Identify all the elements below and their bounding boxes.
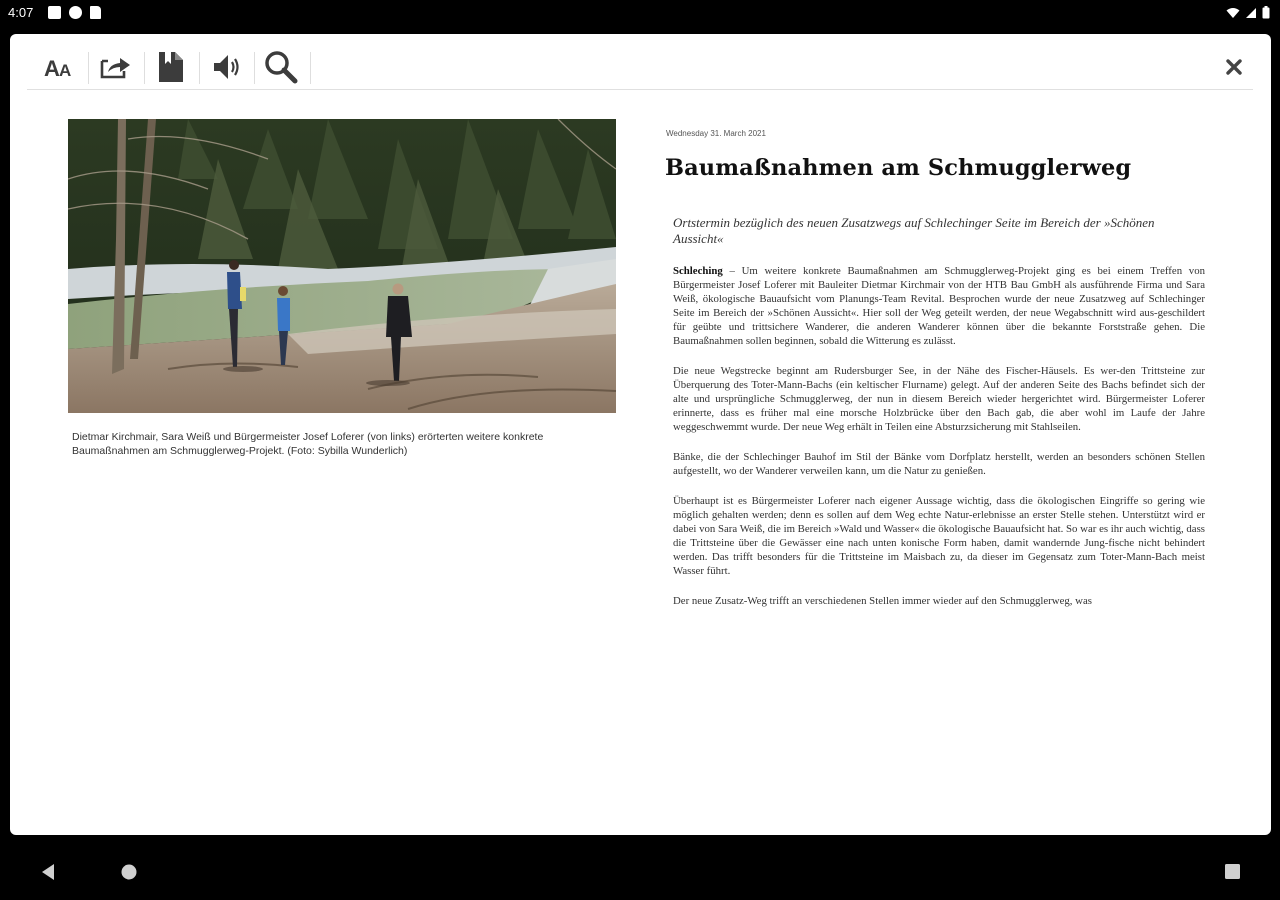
svg-text:A: A bbox=[44, 56, 60, 80]
photo-caption: Dietmar Kirchmair, Sara Weiß und Bürgermeister Josef Loferer (von links) erörterten weitere konkrete Baumaßnahmen am Schmugglerweg-Projekt. (Foto: Sybilla Wunderlich) bbox=[72, 431, 544, 457]
article-paragraph: Die neue Wegstrecke beginnt am Rudersburger See, in der Nähe des Fischer-Häusels. Es wer-den Trittsteine zur Überquerung des Toter-Mann-Bachs (ein keltischer Flurname) gelegt. Auf der anderen Seite des Bachs befindet sich der alte und ursprüngliche Schmugglerweg, der nun in diesem Bereich wieder hergerichtet wird. Bürgermeister Loferer erinnerte, dass es früher mal eine morsche Holzbrücke über den Bach gab, die aber wohl im Laufe der Jahre weggeschwemmt wurde. Der neue Weg erhält in Teilen eine Absturzsicherung mit Stahlseilen. bbox=[673, 365, 1205, 433]
article-paragraph: Der neue Zusatz-Weg trifft an verschiedenen Stellen immer wieder auf den Schmugglerweg, was bbox=[673, 595, 1092, 607]
home-icon[interactable] bbox=[120, 863, 138, 886]
article-content bbox=[665, 129, 1210, 624]
status-left-icons bbox=[48, 6, 101, 19]
battery-icon bbox=[1262, 6, 1270, 19]
notification-icon bbox=[48, 6, 61, 19]
article-toolbar bbox=[27, 44, 1253, 90]
back-icon[interactable] bbox=[40, 863, 56, 886]
status-time: 4:07 bbox=[8, 5, 34, 20]
bookmark-icon[interactable] bbox=[148, 48, 194, 86]
svg-text:A: A bbox=[59, 61, 72, 80]
recents-icon[interactable] bbox=[1224, 863, 1241, 885]
article-dialog bbox=[10, 34, 1271, 835]
signal-icon bbox=[1245, 7, 1257, 19]
article-photo bbox=[68, 119, 616, 413]
article-body bbox=[673, 264, 1205, 608]
close-icon[interactable] bbox=[1219, 52, 1249, 82]
wifi-icon bbox=[1226, 7, 1240, 19]
status-right-icons bbox=[1226, 6, 1270, 19]
status-bar bbox=[0, 0, 1280, 26]
article-paragraph: Bänke, die der Schlechinger Bauhof im Stil der Bänke vom Dorfplatz herstellt, werden an besonders schönen Stellen aufgestellt, wo der Wanderer verweilen kann, um die Natur zu genießen. bbox=[673, 451, 1205, 477]
article-paragraph: Überhaupt ist es Bürgermeister Loferer nach eigener Aussage wichtig, dass die ökologischen Eingriffe so gering wie möglich gehalten werden; denn es sollen auf dem Weg echte Natur-erlebnisse an erster Stelle stehen. Unterstützt wird er dabei von Sara Weiß, die im Bereich »Wald und Wasser« die ökologische Bauaufsicht hat. So war es ihr auch wichtig, dass die Trittsteine über die Gewässer eine nach unten konische Form haben, damit wandernde Jung-fische nicht behindert werden. Das trifft besonders für die Trittsteine im Maisbach zu, da dieser im Gegensatz zum Toter-Mann-Bach meist Wasser führt. bbox=[673, 495, 1205, 577]
article-date: Wednesday 31. March 2021 bbox=[666, 129, 766, 138]
toolbar-divider bbox=[144, 52, 145, 84]
sd-card-icon bbox=[90, 6, 101, 19]
article-dateline: Schleching bbox=[673, 265, 723, 277]
article-lead: Ortstermin bezüglich des neuen Zusatzwegs auf Schlechinger Seite im Bereich der »Schönen Aussicht« bbox=[673, 215, 1155, 246]
text-size-icon[interactable] bbox=[37, 48, 83, 86]
toolbar-divider bbox=[88, 52, 89, 84]
article-headline: Baumaßnahmen am Schmugglerweg bbox=[665, 155, 1132, 181]
toolbar-divider bbox=[199, 52, 200, 84]
media-icon bbox=[69, 6, 82, 19]
toolbar-divider bbox=[310, 52, 311, 84]
share-icon[interactable] bbox=[93, 48, 139, 86]
system-nav-bar bbox=[0, 846, 1280, 900]
article-paragraph: Schleching – Um weitere konkrete Baumaßnahmen am Schmugglerweg-Projekt ging es bei einem Treffen von Bürgermeister Josef Loferer mit Bauleiter Dietmar Kirchmair von der HTB Bau GmbH als ausführende Firma und Sara Weiß, ökologische Bauaufsicht vom Planungs-Team Revital. Besprochen wurde der neue Zusatzweg auf Schlechinger Seite im Bereich der »Schönen Aussicht«. Hier soll der Weg geteilt werden, der neue Wegabschnitt wird aus-geschildert für geübte und trittsichere Wanderer, die anderen Wanderer können über die bekannte Forststraße gehen. Die Baumaßnahmen sollen beginnen, sobald die Witterung es zulässt. bbox=[673, 265, 1205, 347]
speaker-icon[interactable] bbox=[203, 48, 249, 86]
search-icon[interactable] bbox=[258, 48, 304, 86]
toolbar-divider bbox=[254, 52, 255, 84]
